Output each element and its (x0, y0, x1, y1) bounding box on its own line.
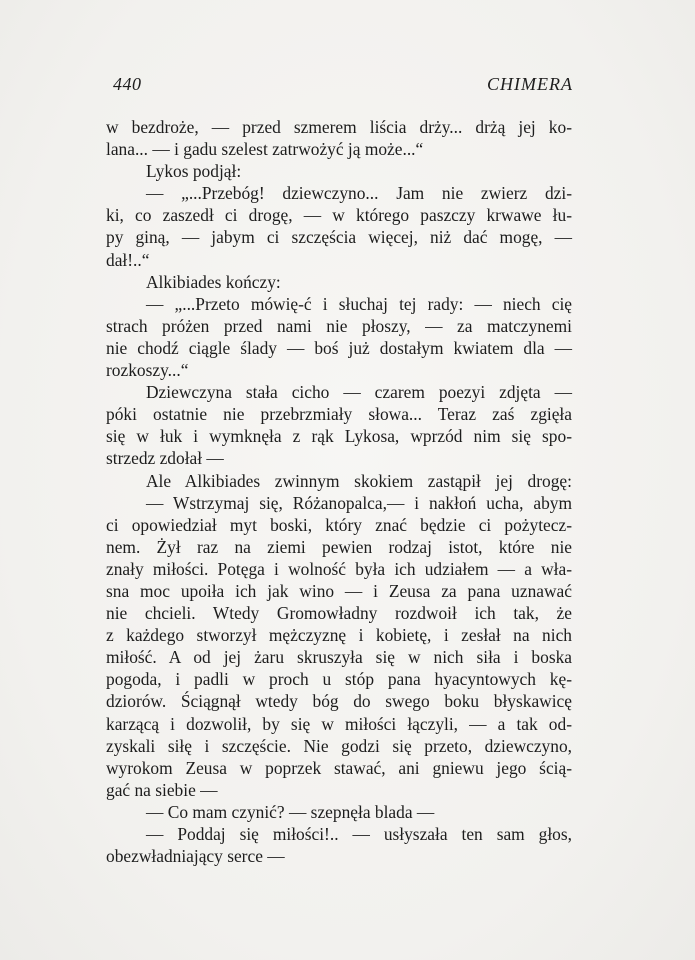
text-line: strach próżen przed nami nie płoszy, — za matczynemi (106, 315, 572, 336)
text-line: znały miłości. Potęga i wolność była ich udziałem — a wła- (106, 558, 572, 579)
text-line: nie chcieli. Wtedy Gromowładny rozdwoił ich tak, że (106, 603, 572, 624)
text-line: gać na siebie — (106, 779, 218, 800)
text-line: — Poddaj się miłości!.. — usłyszała ten sam głos, (146, 824, 572, 844)
text-line: sna moc upoiła ich jak wino — i Zeusa za pana uznawać (106, 580, 572, 601)
text-line: py giną, — jabym ci szczęścia więcej, niż dać mogę, — (106, 227, 572, 248)
text-line: dziorów. Ściągnął wtedy bóg do swego boku błyskawicę (106, 691, 572, 712)
text-line: nem. Żył raz na ziemi pewien rodzaj istot, które nie (106, 536, 572, 557)
text-line: póki ostatnie nie przebrzmiały słowa... Teraz zaś zgięła (106, 404, 572, 425)
text-line: pogoda, i padli w proch u stóp pana hyacyntowych kę- (106, 669, 572, 690)
text-line: — „...Przeto mówię-ć i słuchaj tej rady: — niech cię (146, 293, 572, 314)
text-line: Alkibiades kończy: (146, 271, 281, 292)
text-line: lana... — i gadu szelest zatrwożyć ją może...“ (106, 139, 424, 160)
text-line: obezwładniający serce — (106, 846, 285, 867)
text-line: karzącą i dozwolił, by się w miłości łączyli, — a tak od- (106, 713, 572, 734)
text-line: z każdego stworzył mężczyznę i kobietę, i zesłał na nich (106, 625, 572, 646)
text-line: — Co mam czynić? — szepnęła blada — (146, 801, 435, 822)
text-line: miłość. A od jej żaru skruszyła się w nich siła i boska (106, 647, 572, 668)
text-line: — „...Przebóg! dziewczyno... Jam nie zwierz dzi- (146, 183, 572, 204)
page-header (113, 74, 573, 98)
text-line: w bezdroże, — przed szmerem liścia drży... drżą jej ko- (106, 117, 572, 137)
text-line: nie chodź ciągle ślady — boś już dostałym kwiatem dla — (106, 337, 572, 358)
text-line: strzedz zdołał — (106, 448, 224, 469)
text-line: ki, co zaszedł ci drogę, — w którego paszczy krwawe łu- (106, 205, 572, 226)
text-line: zyskali siłę i szczęście. Nie godzi się przeto, dziewczyno, (106, 735, 572, 756)
text-line: wyrokom Zeusa w poprzek stawać, ani gniewu jego ścią- (106, 757, 572, 778)
running-title: CHIMERA (487, 74, 573, 94)
text-line: rozkoszy...“ (106, 360, 189, 381)
text-line: Ale Alkibiades zwinnym skokiem zastąpił jej drogę: (146, 470, 572, 491)
page-number: 440 (113, 74, 142, 94)
text-line: ci opowiedział myt boski, który znać będzie ci pożytecz- (106, 514, 572, 535)
text-line: się w łuk i wymknęła z rąk Lykosa, wprzód nim się spo- (106, 426, 572, 447)
text-line: — Wstrzymaj się, Różanopalca,— i nakłoń ucha, abym (146, 492, 572, 513)
text-line: Dziewczyna stała cicho — czarem poezyi zdjęta — (146, 382, 572, 403)
text-line: Lykos podjął: (146, 161, 242, 182)
body-text (106, 116, 572, 867)
text-line: dał!..“ (106, 249, 150, 270)
